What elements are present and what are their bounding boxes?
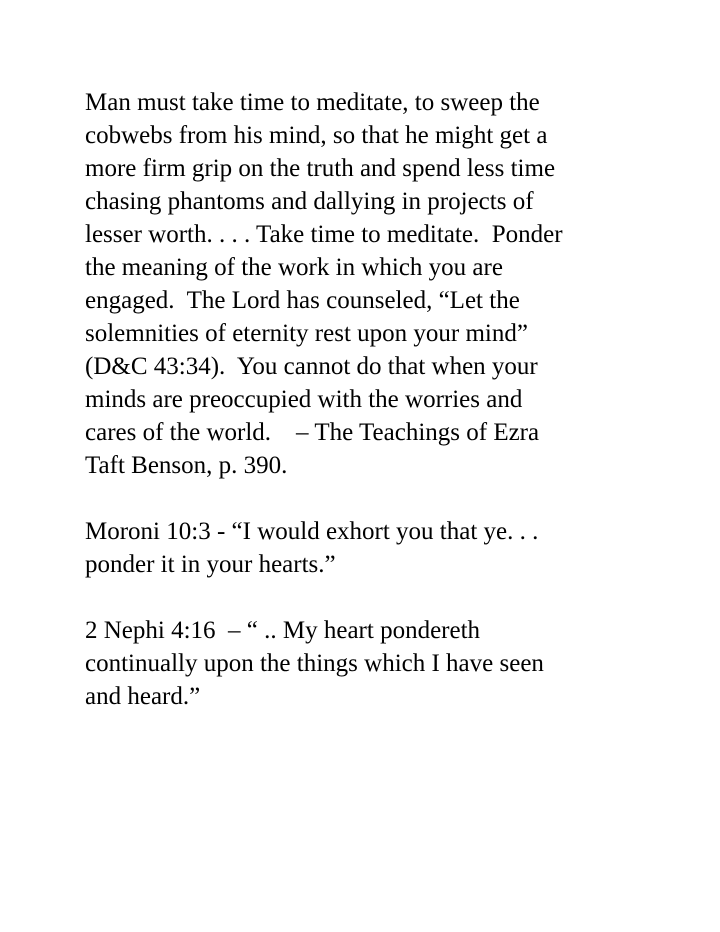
text-line: chasing phantoms and dallying in projects of — [85, 188, 534, 215]
text-line: the meaning of the work in which you are — [85, 254, 503, 281]
text-line: minds are preoccupied with the worries and — [85, 386, 523, 413]
paragraph-gap — [85, 482, 685, 515]
text-line: (D&C 43:34). You cannot do that when your — [85, 353, 538, 380]
text-line: continually upon the things which I have seen — [85, 650, 544, 677]
paragraph-gap — [85, 581, 685, 614]
moroni-paragraph — [85, 515, 685, 581]
benson-quote-paragraph — [85, 86, 685, 482]
text-line: cobwebs from his mind, so that he might get a — [85, 122, 548, 149]
text-line: cares of the world. – The Teachings of Ezra — [85, 419, 540, 446]
text-line: solemnities of eternity rest upon your mind” — [85, 320, 528, 347]
document-body — [85, 86, 685, 713]
text-line: more firm grip on the truth and spend less time — [85, 155, 556, 182]
nephi-paragraph — [85, 614, 685, 713]
text-line: engaged. The Lord has counseled, “Let the — [85, 287, 520, 314]
text-line: lesser worth. . . . Take time to meditate. Ponder — [85, 221, 563, 248]
text-line: ponder it in your hearts.” — [85, 551, 336, 578]
text-line: and heard.” — [85, 683, 201, 710]
text-line: 2 Nephi 4:16 – “ .. My heart pondereth — [85, 617, 481, 644]
text-line: Moroni 10:3 - “I would exhort you that ye. . . — [85, 518, 539, 545]
text-line: Taft Benson, p. 390. — [85, 452, 288, 479]
text-line: Man must take time to meditate, to sweep the — [85, 89, 540, 116]
